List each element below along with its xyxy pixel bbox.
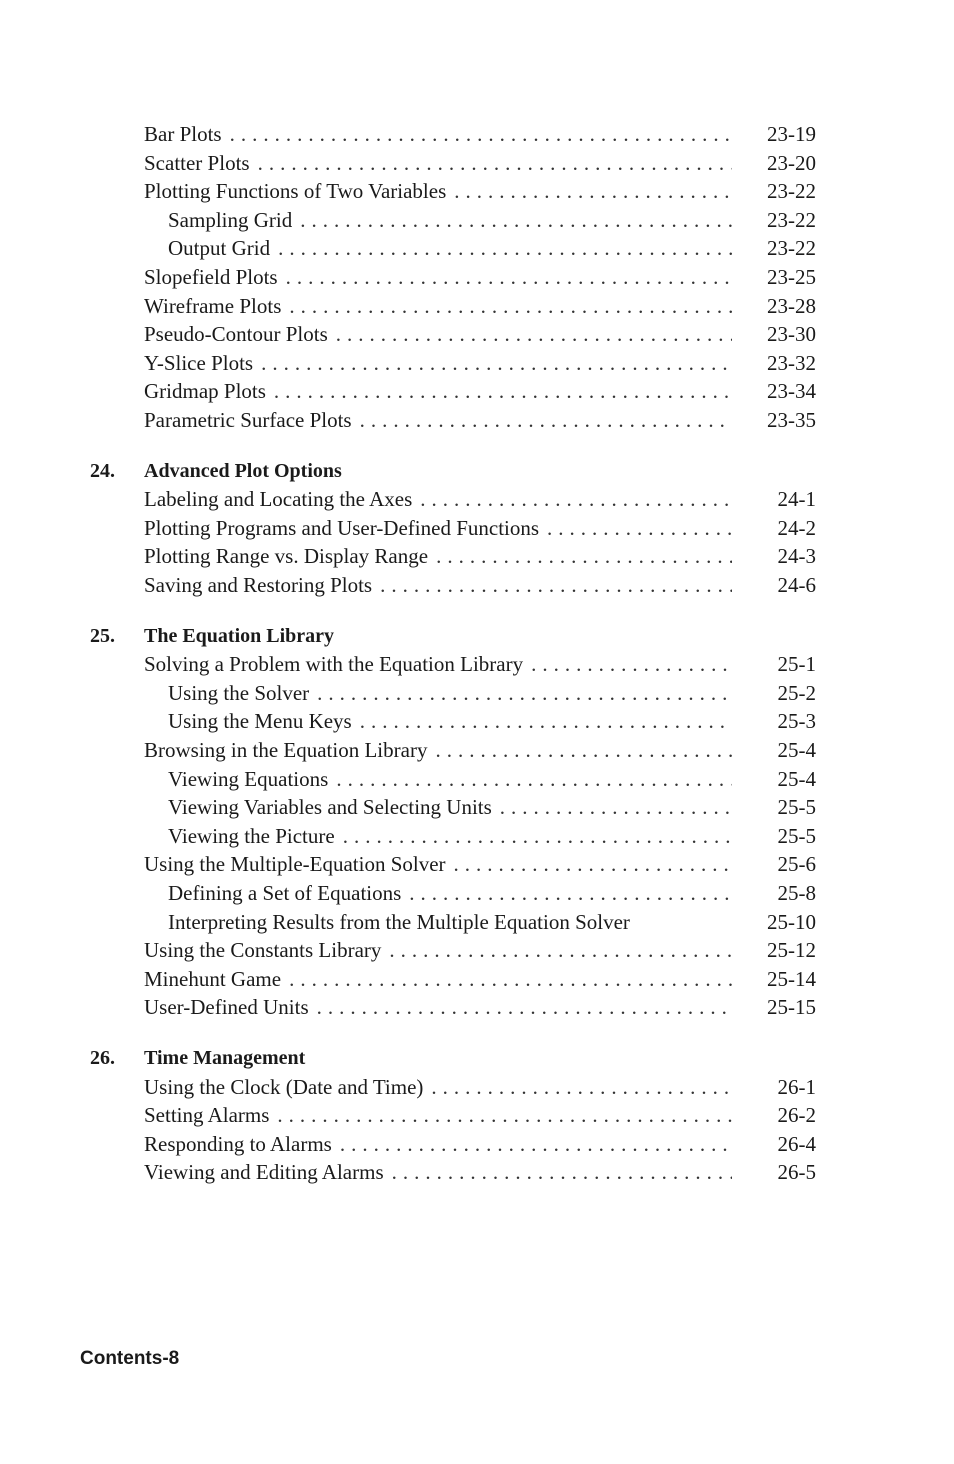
toc-page-number: 23-30 <box>767 322 816 347</box>
toc-entry-title <box>168 679 732 707</box>
toc-entry <box>0 514 954 542</box>
leader-dots <box>328 765 732 793</box>
toc-page-number: 25-14 <box>767 966 816 991</box>
toc-entry <box>0 765 954 793</box>
toc-entry <box>0 406 954 434</box>
leader-dots <box>352 707 732 735</box>
toc-page-number: 26-5 <box>777 1160 816 1185</box>
leader-dots <box>372 571 732 599</box>
toc-entry <box>0 149 954 177</box>
toc-entry-text: Labeling and Locating the Axes <box>144 487 413 512</box>
toc-entry-text: Interpreting Results from the Multiple Equation Solver <box>168 909 630 934</box>
toc-entry <box>0 320 954 348</box>
leader-dots <box>253 349 732 377</box>
toc-entry <box>0 542 954 570</box>
toc-page-number: 25-5 <box>777 795 816 820</box>
toc-entry-title <box>144 320 732 348</box>
toc-entry-text: Responding to Alarms <box>144 1131 332 1156</box>
leader-dots <box>427 736 732 764</box>
toc-page-number: 25-8 <box>777 881 816 905</box>
toc-entry-title <box>168 765 732 793</box>
leader-dots <box>309 993 732 1021</box>
toc-page-number: 25-10 <box>767 909 816 934</box>
toc-entry-title <box>168 206 732 234</box>
toc-entry <box>0 707 954 735</box>
chapter-number: 24. <box>90 459 115 482</box>
leader-dots <box>309 679 732 707</box>
toc-entry-text: Using the Clock (Date and Time) <box>144 1074 424 1099</box>
toc-entry-text: Viewing and Editing Alarms <box>144 1160 384 1185</box>
toc-entry-text: User-Defined Units <box>144 995 309 1020</box>
leader-dots <box>281 292 732 320</box>
toc-entry-title <box>168 793 732 821</box>
toc-entry-title <box>144 1073 732 1101</box>
toc-page-number: 23-19 <box>767 122 816 146</box>
toc-page-number: 23-22 <box>767 236 816 261</box>
leader-dots <box>539 514 732 542</box>
toc-entry-title <box>168 234 732 262</box>
toc-entry <box>0 377 954 405</box>
leader-dots <box>381 936 732 964</box>
toc-entry-text: Using the Constants Library <box>144 938 382 963</box>
toc-page-number: 23-28 <box>767 293 816 318</box>
toc-entry-title <box>144 1101 732 1129</box>
toc-entry <box>0 993 954 1021</box>
toc-entry <box>0 1130 954 1158</box>
toc-entry-text: Bar Plots <box>144 122 222 146</box>
toc-entry-title <box>168 908 756 936</box>
toc-entry-text: Using the Multiple-Equation Solver <box>144 852 446 877</box>
chapter-number: 25. <box>90 624 115 647</box>
toc-entry <box>0 850 954 878</box>
toc-entry <box>0 1101 954 1129</box>
toc-entry <box>0 1073 954 1101</box>
toc-entry <box>0 120 954 148</box>
toc-entry-text: Scatter Plots <box>144 150 250 175</box>
toc-page-number: 25-4 <box>777 766 816 791</box>
toc-entry-title <box>144 263 732 291</box>
toc-entry-title <box>144 571 732 599</box>
toc-page-number: 23-22 <box>767 207 816 232</box>
toc-entry-text: Viewing Variables and Selecting Units <box>168 795 492 820</box>
toc-page-number: 24-3 <box>777 544 816 569</box>
toc-entry <box>0 1158 954 1186</box>
toc-entry <box>0 234 954 262</box>
leader-dots <box>446 177 732 205</box>
toc-page-number: 23-32 <box>767 350 816 375</box>
toc-entry-text: Viewing the Picture <box>168 823 335 848</box>
toc-entry <box>0 177 954 205</box>
toc-entry-title <box>144 377 732 405</box>
toc-page-number: 26-4 <box>777 1131 816 1156</box>
leader-dots <box>270 234 732 262</box>
toc-entry-text: Y-Slice Plots <box>144 350 254 375</box>
leader-dots <box>523 650 732 678</box>
chapter-title: Advanced Plot Options <box>144 459 342 482</box>
toc-page-number: 24-2 <box>777 515 816 540</box>
toc-page-number: 25-2 <box>777 680 816 705</box>
toc-entry-title <box>144 650 732 678</box>
toc-entry <box>0 650 954 678</box>
toc-page-number: 25-12 <box>767 938 816 963</box>
toc-page-number: 24-6 <box>777 573 816 597</box>
toc-entry-title <box>144 485 732 513</box>
toc-entry-text: Plotting Range vs. Display Range <box>144 544 429 569</box>
toc-page-number: 25-3 <box>777 709 816 734</box>
leader-dots <box>332 1130 732 1158</box>
toc-page-number: 25-5 <box>777 823 816 848</box>
toc-entry <box>0 908 954 936</box>
toc-entry <box>0 679 954 707</box>
leader-dots <box>281 965 732 993</box>
toc-entry-text: Plotting Programs and User-Defined Functions <box>144 515 540 540</box>
toc-entry-title <box>144 177 732 205</box>
toc-entry-title <box>144 292 732 320</box>
leader-dots <box>352 406 732 434</box>
toc-entry-text: Minehunt Game <box>144 966 282 991</box>
toc-entry-text: Slopefield Plots <box>144 265 278 289</box>
toc-entry-title <box>144 406 732 434</box>
toc-entry-title <box>144 514 732 542</box>
toc-page-number: 25-15 <box>767 995 816 1020</box>
toc-entry-title <box>144 1130 732 1158</box>
toc-page-number: 24-1 <box>777 487 816 512</box>
toc-page-number: 23-22 <box>767 179 816 204</box>
leader-dots <box>401 879 732 907</box>
leader-dots <box>278 263 732 291</box>
toc-entry-text: Solving a Problem with the Equation Library <box>144 652 524 677</box>
toc-entry-title <box>144 850 732 878</box>
page-footer: Contents-8 <box>80 1348 180 1369</box>
leader-dots <box>222 120 732 148</box>
toc-entry-text: Pseudo-Contour Plots <box>144 322 328 347</box>
toc-entry <box>0 263 954 291</box>
chapter-title: The Equation Library <box>144 624 335 647</box>
leader-dots <box>492 793 732 821</box>
toc-entry-text: Setting Alarms <box>144 1103 270 1128</box>
toc-entry <box>0 292 954 320</box>
toc-page-number: 25-4 <box>777 738 816 762</box>
toc-entry-title <box>144 993 732 1021</box>
toc-entry-text: Sampling Grid <box>168 207 293 232</box>
toc-entry-text: Wireframe Plots <box>144 293 282 318</box>
leader-dots <box>412 485 732 513</box>
toc-page-number: 23-34 <box>767 379 816 404</box>
toc-entry <box>0 736 954 764</box>
toc-entry <box>0 571 954 599</box>
toc-entry-title <box>144 1158 732 1186</box>
toc-entry-title <box>144 736 732 764</box>
toc-page-number: 25-6 <box>777 852 816 877</box>
toc-entry-text: Browsing in the Equation Library <box>144 738 428 762</box>
toc-entry-text: Saving and Restoring Plots <box>144 573 373 597</box>
toc-entry-text: Using the Solver <box>168 680 310 705</box>
chapter-number: 26. <box>90 1047 115 1069</box>
leader-dots <box>335 822 732 850</box>
leader-dots <box>250 149 732 177</box>
toc-entry-title <box>168 879 732 907</box>
toc-page-number: 26-2 <box>777 1103 816 1128</box>
toc-entry-title <box>144 149 732 177</box>
toc-entry-title <box>144 120 732 148</box>
toc-page-number: 23-20 <box>767 150 816 175</box>
toc-entry <box>0 965 954 993</box>
toc-entry-title <box>144 936 732 964</box>
toc-page-number: 23-25 <box>767 265 816 289</box>
leader-dots <box>328 320 732 348</box>
toc-entry-title <box>144 965 732 993</box>
toc-entry <box>0 485 954 513</box>
leader-dots <box>446 850 732 878</box>
toc-page-number: 23-35 <box>767 408 816 432</box>
toc-entry-text: Plotting Functions of Two Variables <box>144 179 447 204</box>
toc-entry-title <box>144 542 732 570</box>
toc-entry <box>0 936 954 964</box>
toc-entry <box>0 349 954 377</box>
toc-entry-title <box>144 349 732 377</box>
toc-page-number: 26-1 <box>777 1074 816 1099</box>
toc-entry <box>0 822 954 850</box>
chapter-title: Time Management <box>144 1047 306 1069</box>
toc-entry <box>0 879 954 907</box>
toc-entry-text: Output Grid <box>168 236 271 261</box>
toc-entry-title <box>168 822 732 850</box>
toc-entry-title <box>168 707 732 735</box>
toc-entry-text: Defining a Set of Equations <box>168 881 402 905</box>
toc-entry <box>0 793 954 821</box>
leader-dots <box>428 542 732 570</box>
toc-entry-text: Gridmap Plots <box>144 379 266 404</box>
toc-page-number: 25-1 <box>777 652 816 677</box>
leader-dots <box>384 1158 732 1186</box>
toc-entry <box>0 206 954 234</box>
toc-entry-text: Using the Menu Keys <box>168 709 352 734</box>
toc-entry-text: Parametric Surface Plots <box>144 408 352 432</box>
leader-dots <box>269 1101 732 1129</box>
leader-dots <box>266 377 732 405</box>
leader-dots <box>292 206 732 234</box>
leader-dots <box>423 1073 732 1101</box>
toc-entry-text: Viewing Equations <box>168 766 329 791</box>
